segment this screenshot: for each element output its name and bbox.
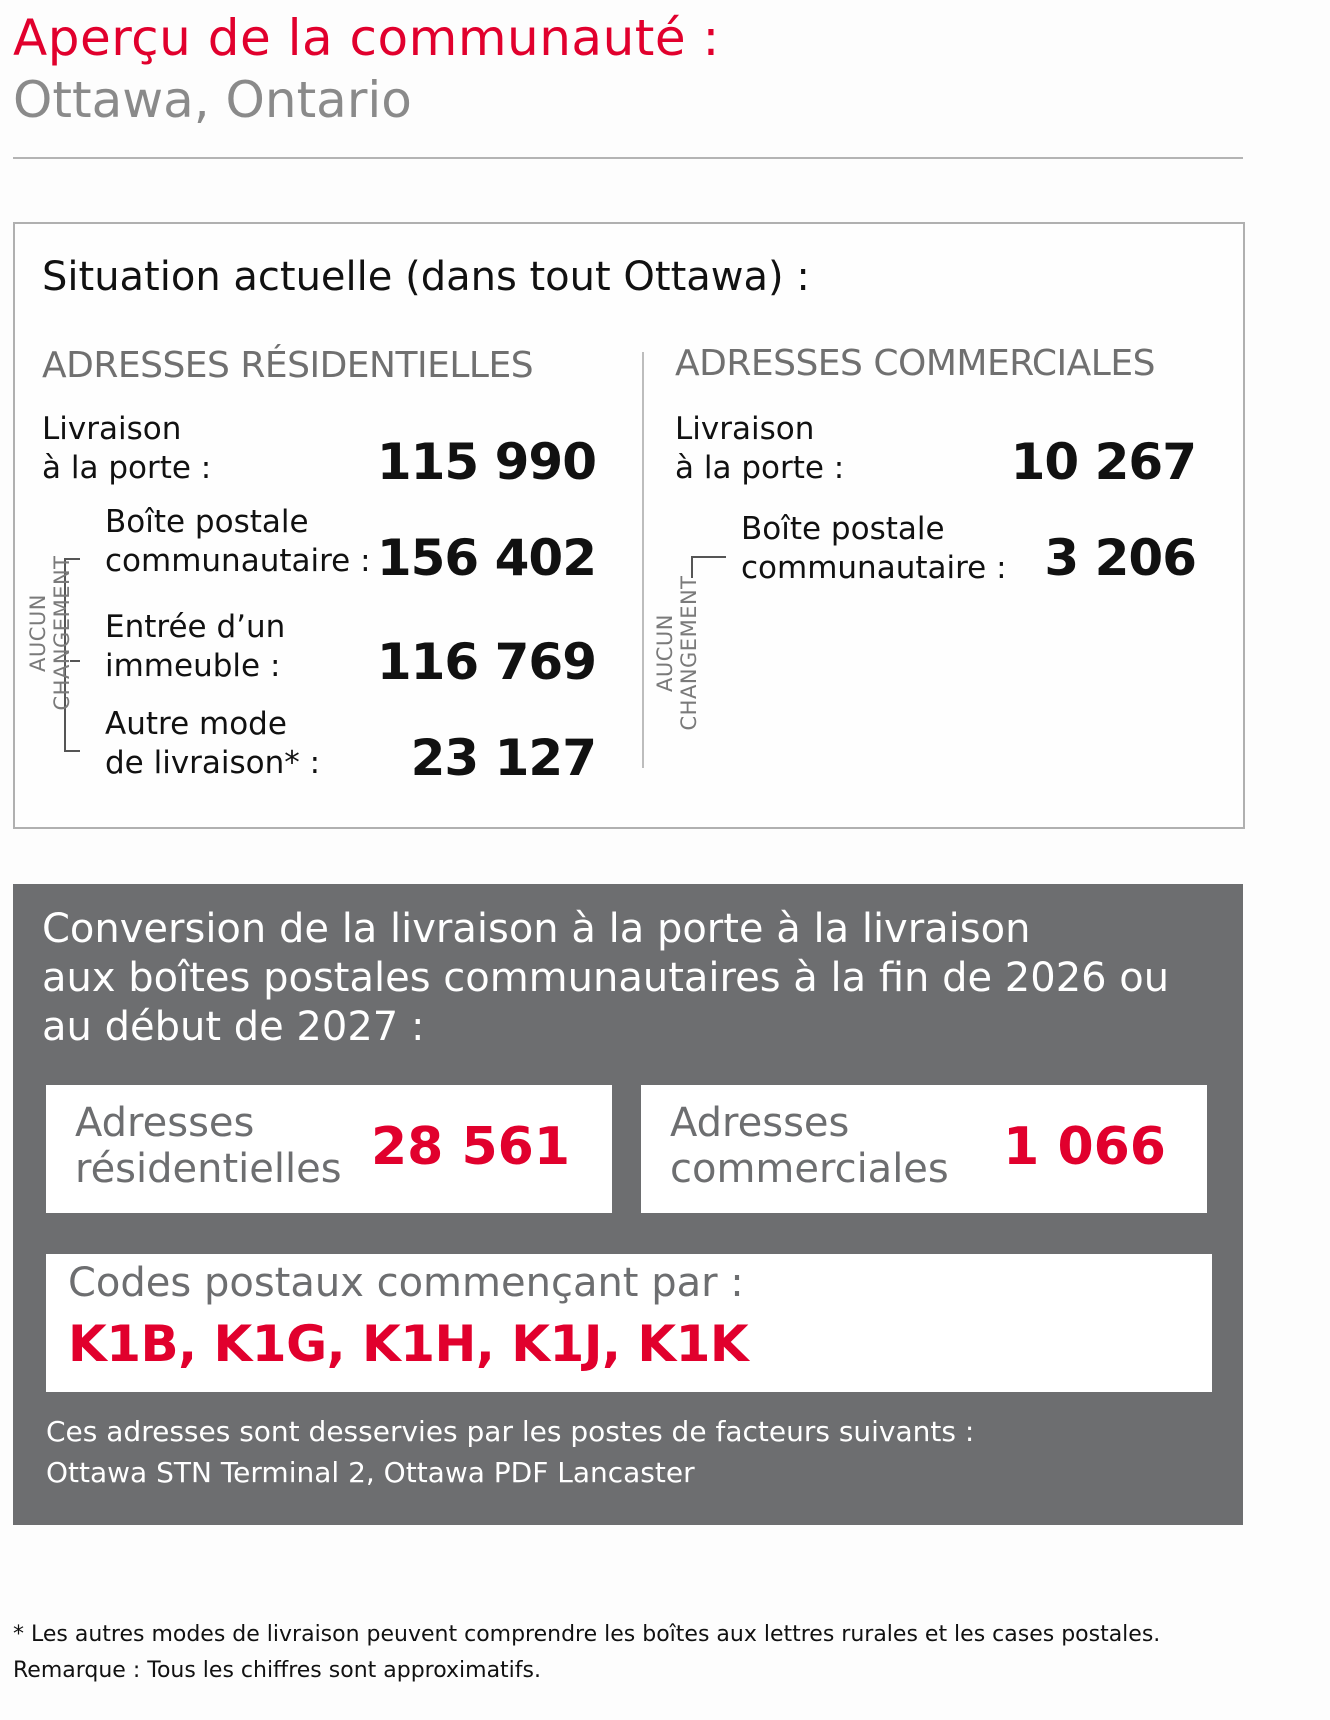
commercial-conversion-label [670,1100,949,1192]
note-line: Ces adresses sont desservies par les postes de facteurs suivants : [46,1415,975,1448]
label-line: à la porte : [42,450,212,486]
page-title: Aperçu de la communauté : [13,9,720,67]
label-line: Adresses [75,1100,255,1146]
label-line: communautaire : [741,550,1007,586]
note-line: AUCUN [26,594,50,672]
current-situation-title: Situation actuelle (dans tout Ottawa) : [42,254,810,300]
title-line: Conversion de la livraison à la porte à la livraison [42,906,1031,952]
residential-apartment-value: 116 769 [376,633,596,691]
residential-conversion-value: 28 561 [370,1117,570,1177]
label-line: de livraison* : [105,745,321,781]
postal-codes-label: Codes postaux commençant par : [68,1260,744,1306]
footnote-remark: Remarque : Tous les chiffres sont approximatifs. [13,1658,541,1683]
postal-codes-value: K1B, K1G, K1H, K1J, K1K [68,1315,749,1373]
commercial-cmb-value: 3 206 [1044,529,1196,587]
served-by-note [46,1411,974,1493]
residential-other-value: 23 127 [410,729,596,787]
residential-other-label [105,705,320,783]
residential-apartment-label [105,608,285,686]
bracket-tick [64,750,80,752]
residential-conversion-label [75,1100,342,1192]
label-line: à la porte : [675,450,845,486]
residential-heading: ADRESSES RÉSIDENTIELLES [42,345,534,386]
conversion-title [42,905,1222,1052]
commercial-door-value: 10 267 [1010,433,1196,491]
title-line: aux boîtes postales communautaires à la fin de 2026 ou [42,955,1170,1001]
note-line: CHANGEMENT [677,575,701,731]
note-line: CHANGEMENT [50,555,74,711]
commercial-door-label [675,410,844,488]
commercial-conversion-value: 1 066 [1003,1117,1166,1177]
label-line: Boîte postale [105,504,309,540]
page-subtitle: Ottawa, Ontario [13,71,412,129]
label-line: Livraison [42,411,182,447]
no-change-note-residential [26,548,74,718]
label-line: Livraison [675,411,815,447]
no-change-note-commercial [653,568,701,738]
column-divider [642,352,644,768]
label-line: Entrée d’un [105,609,286,645]
label-line: Autre mode [105,706,287,742]
header-divider [13,157,1243,159]
residential-cmb-value: 156 402 [376,529,596,587]
note-line: Ottawa STN Terminal 2, Ottawa PDF Lancaster [46,1456,695,1489]
title-line: au début de 2027 : [42,1004,425,1050]
residential-door-label [42,410,211,488]
footnote-asterisk: * Les autres modes de livraison peuvent comprendre les boîtes aux lettres rurales et les cases postales. [13,1622,1161,1647]
label-line: immeuble : [105,648,281,684]
label-line: Boîte postale [741,511,945,547]
label-line: commerciales [670,1146,949,1192]
note-line: AUCUN [653,614,677,692]
bracket-tick [691,556,726,558]
commercial-heading: ADRESSES COMMERCIALES [675,343,1155,384]
label-line: résidentielles [75,1146,342,1192]
residential-door-value: 115 990 [376,433,596,491]
label-line: communautaire : [105,543,371,579]
label-line: Adresses [670,1100,850,1146]
